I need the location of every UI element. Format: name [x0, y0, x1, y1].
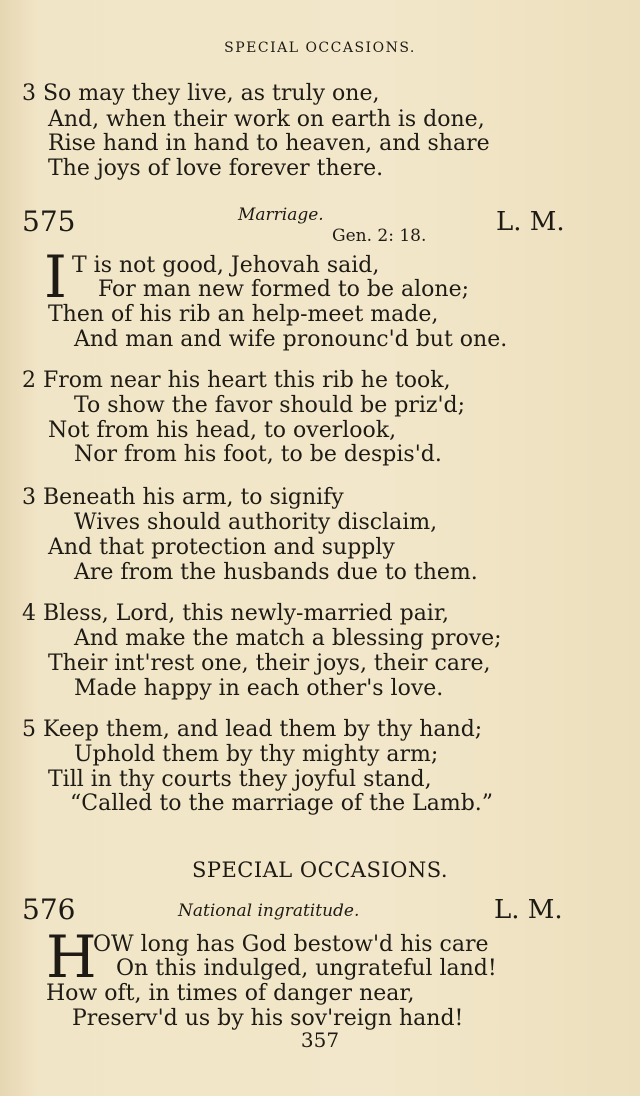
- verse-line: And, when their work on earth is done,: [48, 107, 485, 132]
- scripture-reference: Gen. 2: 18.: [332, 226, 427, 246]
- verse-line: 4 Bless, Lord, this newly-married pair,: [22, 601, 449, 626]
- verse-line: Preserv'd us by his sov'reign hand!: [72, 1006, 464, 1031]
- verse-line: The joys of love forever there.: [48, 156, 384, 181]
- drop-cap: H: [46, 923, 97, 991]
- verse-line: T is not good, Jehovah said,: [72, 253, 380, 278]
- verse-line: To show the favor should be priz'd;: [74, 393, 466, 418]
- verse-line: Are from the husbands due to them.: [74, 560, 478, 585]
- hymn-meter: L. M.: [496, 207, 565, 237]
- verse-line: “Called to the marriage of the Lamb.”: [70, 791, 494, 816]
- verse-line: Wives should authority disclaim,: [74, 510, 438, 535]
- verse-line: And man and wife pronounc'd but one.: [74, 327, 508, 352]
- verse-line: OW long has God bestow'd his care: [93, 932, 489, 957]
- verse-line: How oft, in times of danger near,: [46, 981, 415, 1006]
- verse-line: 2 From near his heart this rib he took,: [22, 368, 451, 393]
- verse-line: Nor from his foot, to be despis'd.: [74, 442, 442, 467]
- hymn-number: 575: [22, 205, 76, 238]
- hymn-topic: National ingratitude.: [178, 901, 360, 921]
- verse-line: Till in thy courts they joyful stand,: [48, 767, 432, 792]
- verse-line: 3 Beneath his arm, to signify: [22, 485, 344, 510]
- verse-line: 3 So may they live, as truly one,: [22, 81, 380, 106]
- hymn-number: 576: [22, 893, 76, 926]
- verse-line: 5 Keep them, and lead them by thy hand;: [22, 717, 483, 742]
- verse-line: Not from his head, to overlook,: [48, 418, 397, 443]
- verse-line: And that protection and supply: [48, 535, 395, 560]
- verse-line: Then of his rib an help-meet made,: [48, 302, 439, 327]
- page-number: 357: [300, 1028, 340, 1052]
- verse-line: Rise hand in hand to heaven, and share: [48, 131, 490, 156]
- verse-line: On this indulged, ungrateful land!: [116, 956, 497, 981]
- verse-line: And make the match a blessing prove;: [74, 626, 502, 651]
- hymn-topic: Marriage.: [238, 205, 324, 225]
- verse-line: Uphold them by thy mighty arm;: [74, 742, 439, 767]
- verse-line: Their int'rest one, their joys, their care,: [48, 651, 491, 676]
- verse-line: For man new formed to be alone;: [98, 277, 470, 302]
- verse-line: Made happy in each other's love.: [74, 676, 444, 701]
- running-head: SPECIAL OCCASIONS.: [224, 40, 416, 56]
- section-title: SPECIAL OCCASIONS.: [191, 858, 449, 882]
- drop-cap: I: [44, 243, 67, 311]
- hymn-meter: L. M.: [494, 895, 563, 925]
